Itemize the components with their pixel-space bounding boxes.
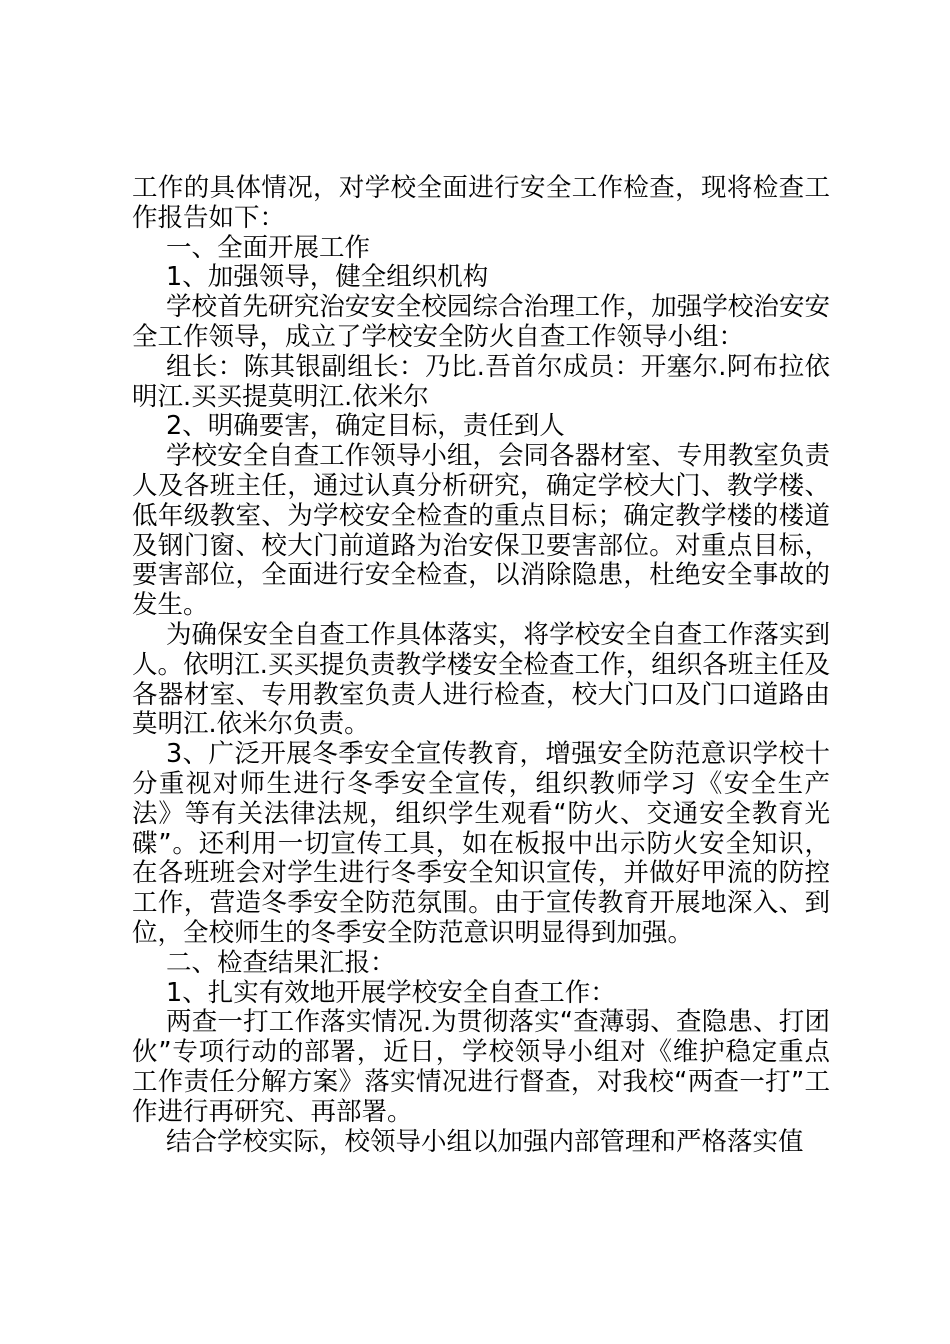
paragraph-targets: 学校安全自查工作领导小组，会同各器材室、专用教室负责人及各班主任，通过认真分析研究，确定学校大门、教学楼、低年级教室、为学校安全检查的重点目标；确定教学楼的楼道及钢门窗、校大门前道路为治安保卫要害部位。对重点目标，要害部位，全面进行安全检查，以消除隐患，杜绝安全事故的发生。: [132, 441, 830, 621]
subsection-heading-1-2: 2、明确要害，确定目标，责任到人: [166, 411, 565, 442]
paragraph-responsibility: 为确保安全自查工作具体落实，将学校安全自查工作落实到人。依明江.买买提负责教学楼安全检查工作，组织各班主任及各器材室、专用教室负责人进行检查，校大门口及门口道路由莫明江.依米尔负责。: [132, 619, 830, 740]
paragraph-management: 结合学校实际，校领导小组以加强内部管理和严格落实值: [166, 1126, 804, 1157]
section-heading-2: 二、检查结果汇报：: [166, 947, 396, 978]
paragraph-publicity: 3、广泛开展冬季安全宣传教育，增强安全防范意识学校十分重视对师生进行冬季安全宣传，组织教师学习《安全生产法》等有关法律法规，组织学生观看“防火、交通安全教育光碟”。还利用一切宣传工具，如在板报中出示防火安全知识，在各班班会对学生进行冬季安全知识宣传，并做好甲流的防控工作，营造冬季安全防范氛围。由于宣传教育开展地深入、到位，全校师生的冬季安全防范意识明显得到加强。: [132, 739, 830, 948]
section-heading-1: 一、全面开展工作: [166, 232, 371, 263]
paragraph-group-members: 组长：陈其银副组长：乃比.吾首尔成员：开塞尔.阿布拉依明江.买买提莫明江.依米尔: [132, 351, 830, 412]
document-body: [132, 174, 830, 1157]
paragraph-intro: 工作的具体情况，对学校全面进行安全工作检查，现将检查工作报告如下：: [132, 173, 830, 233]
paragraph-leadership: 学校首先研究治安安全校园综合治理工作，加强学校治安安全工作领导，成立了学校安全防火自查工作领导小组：: [132, 292, 830, 352]
subsection-heading-1-1: 1、加强领导，健全组织机构: [166, 262, 489, 293]
paragraph-inspection: 两查一打工作落实情况.为贯彻落实“查薄弱、查隐患、打团伙”专项行动的部署，近日，学校领导小组对《维护稳定重点工作责任分解方案》落实情况进行督查，对我校“两查一打”工作进行再研究、再部署。: [132, 1007, 830, 1127]
subsection-heading-2-1: 1、扎实有效地开展学校安全自查工作：: [166, 977, 616, 1008]
